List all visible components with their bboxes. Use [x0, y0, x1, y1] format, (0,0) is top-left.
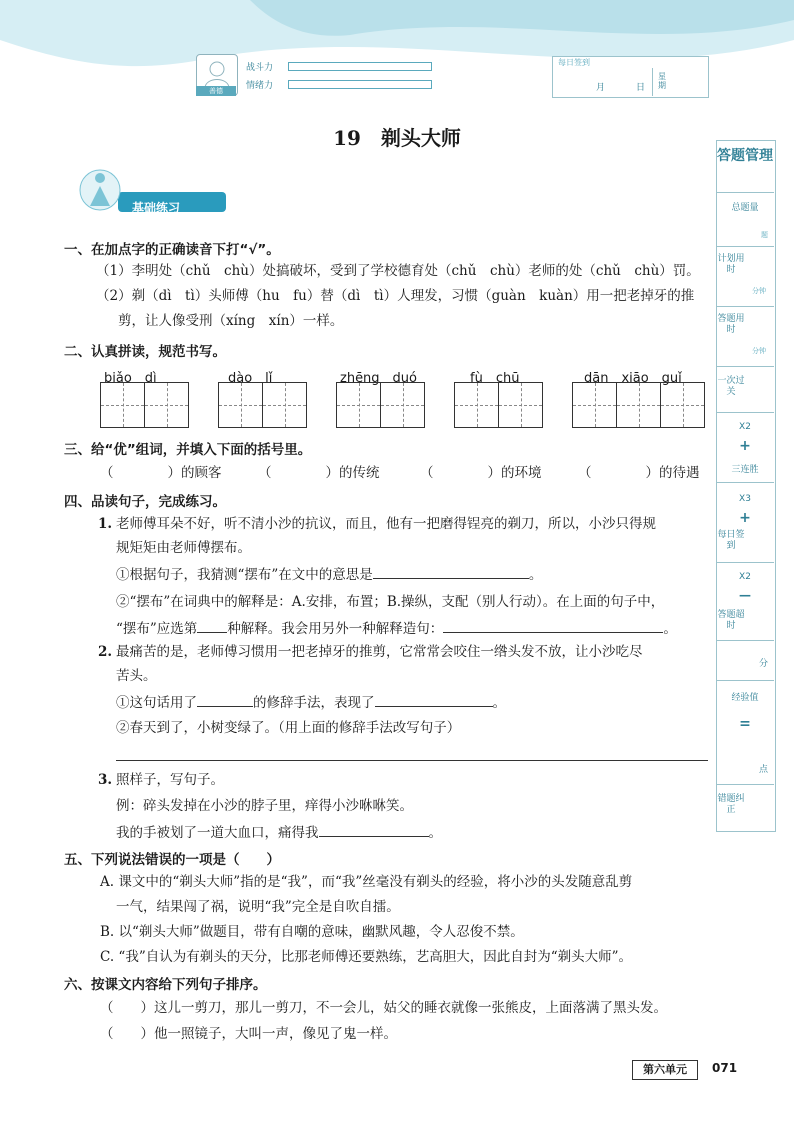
q3-item-4: （ ）的待遇	[578, 465, 700, 481]
q3-item-1: （ ）的顾客	[100, 465, 222, 481]
q4-s1-b-blank-2[interactable]	[443, 618, 663, 633]
writing-grid-1[interactable]	[100, 382, 189, 428]
sidebar-minus: —	[739, 588, 751, 602]
footer-unit: 第六单元	[632, 1060, 698, 1080]
q4-s2-a-blank-1[interactable]	[197, 692, 253, 707]
writing-grid-2[interactable]	[218, 382, 307, 428]
q4-s1-a-end: 。	[528, 567, 543, 583]
q4-s2-a-text-1: ①这句话用了	[116, 695, 197, 711]
sidebar-total: 总题量	[731, 203, 759, 213]
sidebar-wrong: 错题纠正	[717, 794, 745, 815]
q1-heading: 一、在加点字的正确读音下打“√”。	[64, 242, 280, 258]
checkin-weekday: 星期	[658, 72, 666, 90]
section-badge-label: 基础练习	[132, 201, 181, 215]
q4-s2-a	[116, 692, 506, 713]
writing-grid-5[interactable]	[572, 382, 705, 428]
pinyin-2: dào lǐ	[228, 371, 273, 386]
sidebar-divider	[716, 784, 774, 785]
sidebar-divider	[716, 482, 774, 483]
progress-bar-1	[288, 62, 432, 71]
q4-s3-blank[interactable]	[319, 822, 429, 837]
q4-s2-a-end: 。	[492, 695, 506, 711]
sidebar-min-1: 分钟	[752, 287, 766, 295]
sidebar-divider	[716, 562, 774, 563]
sidebar-streak: 三连胜	[731, 465, 759, 475]
pinyin-3: zhēng duó	[340, 371, 417, 386]
q4-s3-line: 照样子，写句子。	[116, 772, 224, 788]
sidebar-equals: =	[739, 716, 751, 732]
q4-s2-a-text-2: 的修辞手法，表现了	[253, 695, 375, 711]
q4-s2-line-1: 最痛苦的是，老师傅习惯用一把老掉牙的推剪，它常常会咬住一绺头发不放，让小沙吃尽	[116, 644, 643, 660]
q6-line-1: （ ）这儿一剪刀，那儿一剪刀，不一会儿，姑父的睡衣就像一张熊皮，上面落满了黑头发。	[100, 1000, 667, 1016]
q4-s3-number: 3.	[98, 772, 113, 788]
q4-s1-b-line-1: ②“摆布”在词典中的解释是：A.安排，布置；B.操纵，支配（别人行动）。在上面的句子中，	[116, 594, 665, 610]
sidebar-plus-2: +	[739, 510, 751, 526]
sidebar-divider	[716, 306, 774, 307]
q1-line-1: （1）李明处（chǔ chù）处搞破坏，受到了学校德育处（chǔ chù）老师的处（chǔ chù）罚。	[96, 263, 700, 279]
q4-s1-b-text-b: 种解释。我会用另外一种解释造句：	[227, 621, 444, 637]
sidebar-divider	[716, 680, 774, 681]
sidebar-dian: 点	[758, 765, 768, 775]
pinyin-1: biǎo dì	[104, 371, 157, 386]
q4-s1-line-1: 老师傅耳朵不好，听不清小沙的抗议，而且，他有一把磨得锃亮的剃刀，所以，小沙只得规	[116, 516, 656, 532]
q4-s1-a	[116, 564, 542, 585]
q6-heading: 六、按课文内容给下列句子排序。	[64, 977, 267, 993]
q5-heading: 五、下列说法错误的一项是（ ）	[64, 852, 280, 868]
q4-s1-a-text: ①根据句子，我猜测“摆布”在文中的意思是	[116, 567, 373, 583]
q4-s2-number: 2.	[98, 644, 113, 660]
q3-heading: 三、给“优”组词，并填入下面的括号里。	[64, 442, 312, 458]
sidebar-divider	[716, 192, 774, 193]
q4-s2-a-blank-2[interactable]	[375, 692, 493, 707]
q4-s1-a-blank[interactable]	[373, 564, 529, 579]
sidebar-min-2: 分钟	[752, 347, 766, 355]
sidebar-divider	[716, 412, 774, 413]
sidebar-once: 一次过关	[717, 376, 745, 397]
sidebar-divider	[716, 246, 774, 247]
checkin-divider	[652, 68, 653, 96]
q4-s1-b-text-a: “摆布”应选第	[116, 621, 198, 637]
q5-option-a-line-2: 一气，结果闯了祸，说明“我”完全是自吹自擂。	[116, 899, 400, 915]
q4-s3-example: 例：碎头发掉在小沙的脖子里，痒得小沙咻咻笑。	[116, 798, 413, 814]
avatar-label: 善德	[196, 86, 236, 96]
q4-s3-question	[116, 822, 442, 843]
q4-s1-b-line-2	[116, 618, 677, 639]
q4-heading: 四、品读句子，完成练习。	[64, 494, 226, 510]
sidebar-overtime: 答题超时	[717, 610, 745, 631]
q4-s2-b-answer-line[interactable]	[116, 760, 708, 761]
sidebar-x2-b: X2	[739, 572, 751, 582]
q4-s2-line-2: 苦头。	[116, 668, 157, 684]
checkin-title: 每日签到	[558, 58, 590, 67]
checkin-day: 日	[636, 83, 646, 93]
pinyin-5: dān xiāo guǐ	[584, 371, 682, 386]
q5-option-a-line-1: A. 课文中的“剃头大师”指的是“我”，而“我”丝毫没有剃头的经验，将小沙的头发随意乱剪	[100, 874, 633, 890]
q3-item-3: （ ）的环境	[420, 465, 542, 481]
q4-s3-end: 。	[428, 825, 442, 841]
q4-s1-b-end: 。	[663, 621, 677, 637]
writing-grid-4[interactable]	[454, 382, 543, 428]
checkin-month: 月	[596, 83, 606, 93]
q4-s1-number: 1.	[98, 516, 113, 532]
sidebar-title: 答题管理	[717, 148, 773, 164]
page-number: 071	[712, 1061, 738, 1075]
q1-line-3: 剪，让人像受刑（xíng xín）一样。	[118, 313, 344, 329]
sidebar-answer-time: 答题用时	[717, 314, 745, 335]
sidebar-plus-1: +	[739, 438, 751, 454]
q4-s3-question-text: 我的手被划了一道大血口，痛得我	[116, 825, 319, 841]
writing-grid-3[interactable]	[336, 382, 425, 428]
sidebar-plan-time: 计划用时	[717, 254, 745, 275]
sidebar-divider	[716, 640, 774, 641]
q4-s1-b-blank-1[interactable]	[197, 618, 227, 633]
q3-item-2: （ ）的传统	[258, 465, 380, 481]
q5-option-c: C. “我”自认为有剃头的天分，比那老师傅还要熟练，艺高胆大，因此自封为“剃头大师”。	[100, 949, 633, 965]
pinyin-4: fù chū	[470, 371, 520, 386]
header-label-1: 战斗力	[246, 63, 274, 73]
sidebar-total-unit: 题	[761, 231, 768, 239]
q1-line-2: （2）剃（dì tì）头师傅（hu fu）替（dì tì）人理发，习惯（guàn kuàn）用一把老掉牙的推	[96, 288, 695, 304]
q4-s2-b: ②春天到了，小树变绿了。（用上面的修辞手法改写句子）	[116, 720, 461, 736]
page-title: 19 剃头大师	[333, 126, 461, 150]
q2-heading: 二、认真拼读，规范书写。	[64, 344, 226, 360]
q4-s1-line-2: 规矩矩由老师傅摆布。	[116, 540, 251, 556]
sidebar-x2-a: X2	[739, 422, 751, 432]
sidebar-daily: 每日签到	[717, 530, 745, 551]
sidebar-divider	[716, 366, 774, 367]
q6-line-2: （ ）他一照镜子，大叫一声，像见了鬼一样。	[100, 1026, 397, 1042]
sidebar-x3: X3	[739, 494, 751, 504]
sidebar-exp: 经验值	[731, 693, 759, 703]
progress-bar-2	[288, 80, 432, 89]
q5-option-b: B. 以“剃头大师”做题目，带有自嘲的意味，幽默风趣，令人忍俊不禁。	[100, 924, 524, 940]
sidebar-fen: 分	[758, 659, 768, 669]
header-label-2: 情绪力	[246, 81, 274, 91]
